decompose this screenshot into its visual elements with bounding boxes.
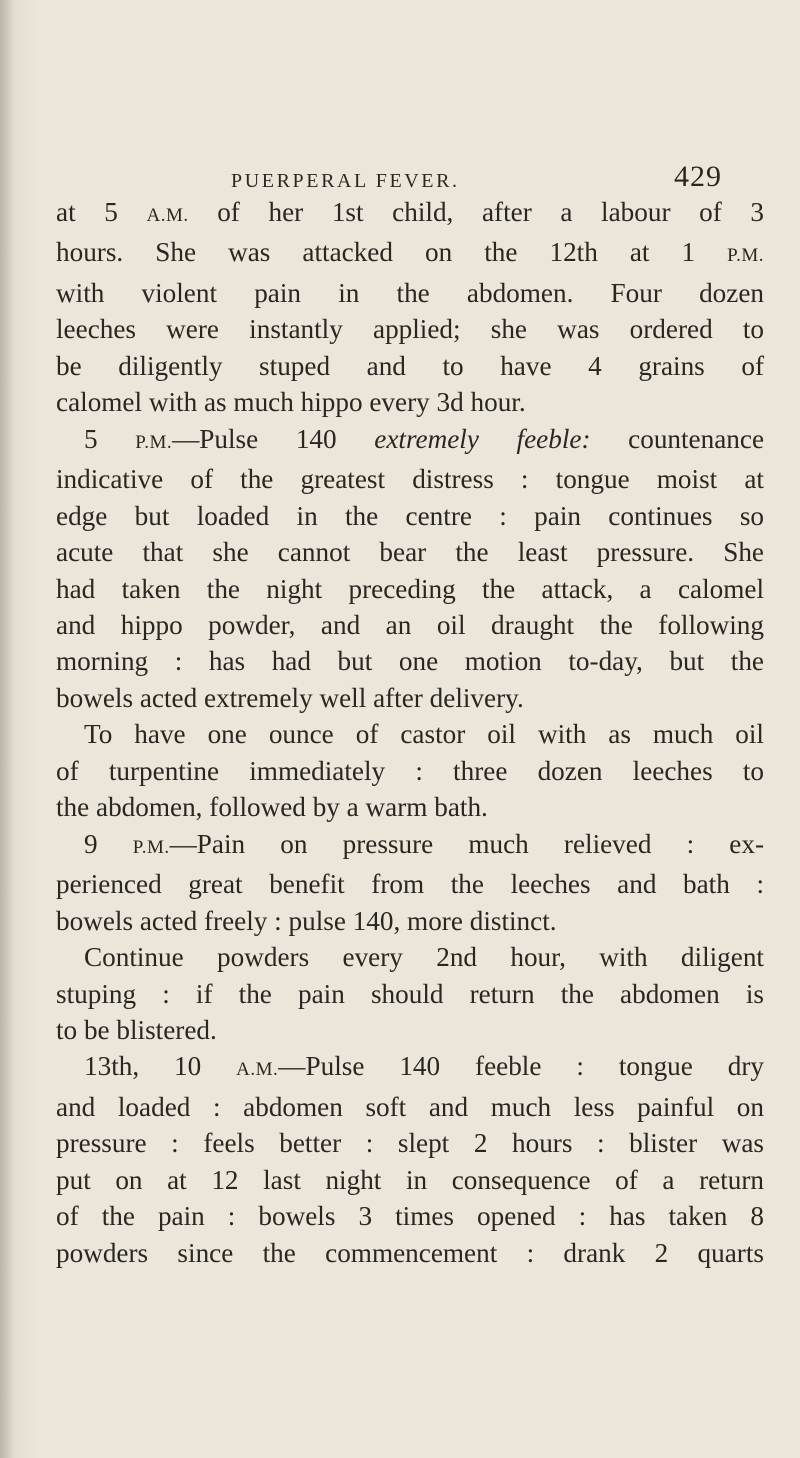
text-segment: acute that she cannot bear the least pressure. She (56, 537, 764, 568)
text-segment: with violent pain in the abdomen. Four dozen (56, 277, 764, 308)
text-segment: morning : has had but one motion to-day, but the (56, 646, 764, 677)
text-line (56, 1198, 764, 1234)
text-segment: at 5 (56, 197, 147, 227)
text-segment: of her 1st child, after a labour of 3 (188, 197, 765, 227)
text-line (56, 1125, 764, 1161)
text-line (56, 234, 764, 274)
text-segment: —Pulse 140 (172, 423, 375, 454)
time-abbreviation: P.M. (727, 245, 764, 267)
text-line (56, 534, 764, 570)
text-segment: bowels acted extremely well after delivery. (56, 682, 524, 713)
text-line (56, 826, 764, 866)
text-line (56, 789, 764, 825)
body-text (56, 194, 764, 1271)
text-segment: edge but loaded in the centre : pain continues so (56, 500, 764, 531)
text-line (56, 680, 764, 716)
text-segment: indicative of the greatest distress : tongue moist at (56, 464, 764, 495)
text-segment: leeches were instantly applied; she was ordered to (56, 314, 764, 345)
time-abbreviation: P.M. (132, 836, 170, 858)
text-line (56, 643, 764, 679)
text-line (56, 498, 764, 534)
text-line (56, 461, 764, 497)
italic-text: extremely feeble: (374, 423, 591, 454)
text-segment: —Pulse 140 feeble : tongue dry (278, 1051, 764, 1082)
text-segment: calomel with as much hippo every 3d hour. (56, 387, 526, 418)
text-line (56, 311, 764, 347)
text-segment: perienced great benefit from the leeches and bath : (56, 869, 764, 900)
text-line (56, 1048, 764, 1088)
binding-shadow (0, 0, 14, 1458)
text-segment: had taken the night preceding the attack, a calomel (56, 573, 764, 604)
running-title: PUERPERAL FEVER. (231, 170, 460, 192)
text-line (56, 194, 764, 234)
time-abbreviation: A.M. (146, 205, 189, 226)
text-segment: powders since the commencement : drank 2 quarts (56, 1237, 764, 1268)
text-line (56, 716, 764, 752)
text-segment: to be blistered. (56, 1014, 217, 1045)
text-line (56, 1012, 764, 1048)
time-abbreviation: A.M. (236, 1059, 279, 1081)
text-segment: and loaded : abdomen soft and much less painful on (56, 1091, 764, 1122)
text-line (56, 1089, 764, 1125)
text-line (56, 866, 764, 902)
text-line (56, 571, 764, 607)
text-segment: the abdomen, followed by a warm bath. (56, 792, 488, 823)
text-line (56, 753, 764, 789)
page-number: 429 (674, 160, 722, 193)
text-segment: bowels acted freely : pulse 140, more distinct. (56, 905, 557, 936)
text-line (56, 976, 764, 1012)
text-line (56, 607, 764, 643)
text-segment: 9 (84, 828, 133, 859)
text-line (56, 1235, 764, 1271)
text-segment: 5 (84, 423, 136, 454)
text-segment: 13th, 10 (84, 1051, 237, 1082)
text-line (56, 275, 764, 311)
text-segment: put on at 12 last night in consequence of a return (56, 1164, 764, 1195)
text-segment: Continue powders every 2nd hour, with diligent (84, 942, 764, 973)
text-segment: of the pain : bowels 3 times opened : has taken 8 (56, 1201, 764, 1232)
text-line (56, 903, 764, 939)
text-segment: countenance (590, 423, 765, 454)
text-line (56, 421, 764, 461)
text-line (56, 348, 764, 384)
text-segment: stuping : if the pain should return the abdomen is (56, 978, 764, 1009)
text-segment: be diligently stuped and to have 4 grains of (56, 350, 764, 381)
text-segment: hours. She was attacked on the 12th at 1 (56, 237, 728, 268)
text-line (56, 939, 764, 975)
text-segment: of turpentine immediately : three dozen leeches to (56, 755, 764, 786)
text-segment: To have one ounce of castor oil with as much oil (84, 719, 764, 750)
text-segment: and hippo powder, and an oil draught the following (56, 609, 764, 640)
text-segment: —Pain on pressure much relieved : ex- (169, 828, 764, 859)
text-line (56, 384, 764, 420)
time-abbreviation: P.M. (135, 431, 173, 453)
text-segment: pressure : feels better : slept 2 hours : blister was (56, 1128, 764, 1159)
text-line (56, 1162, 764, 1198)
